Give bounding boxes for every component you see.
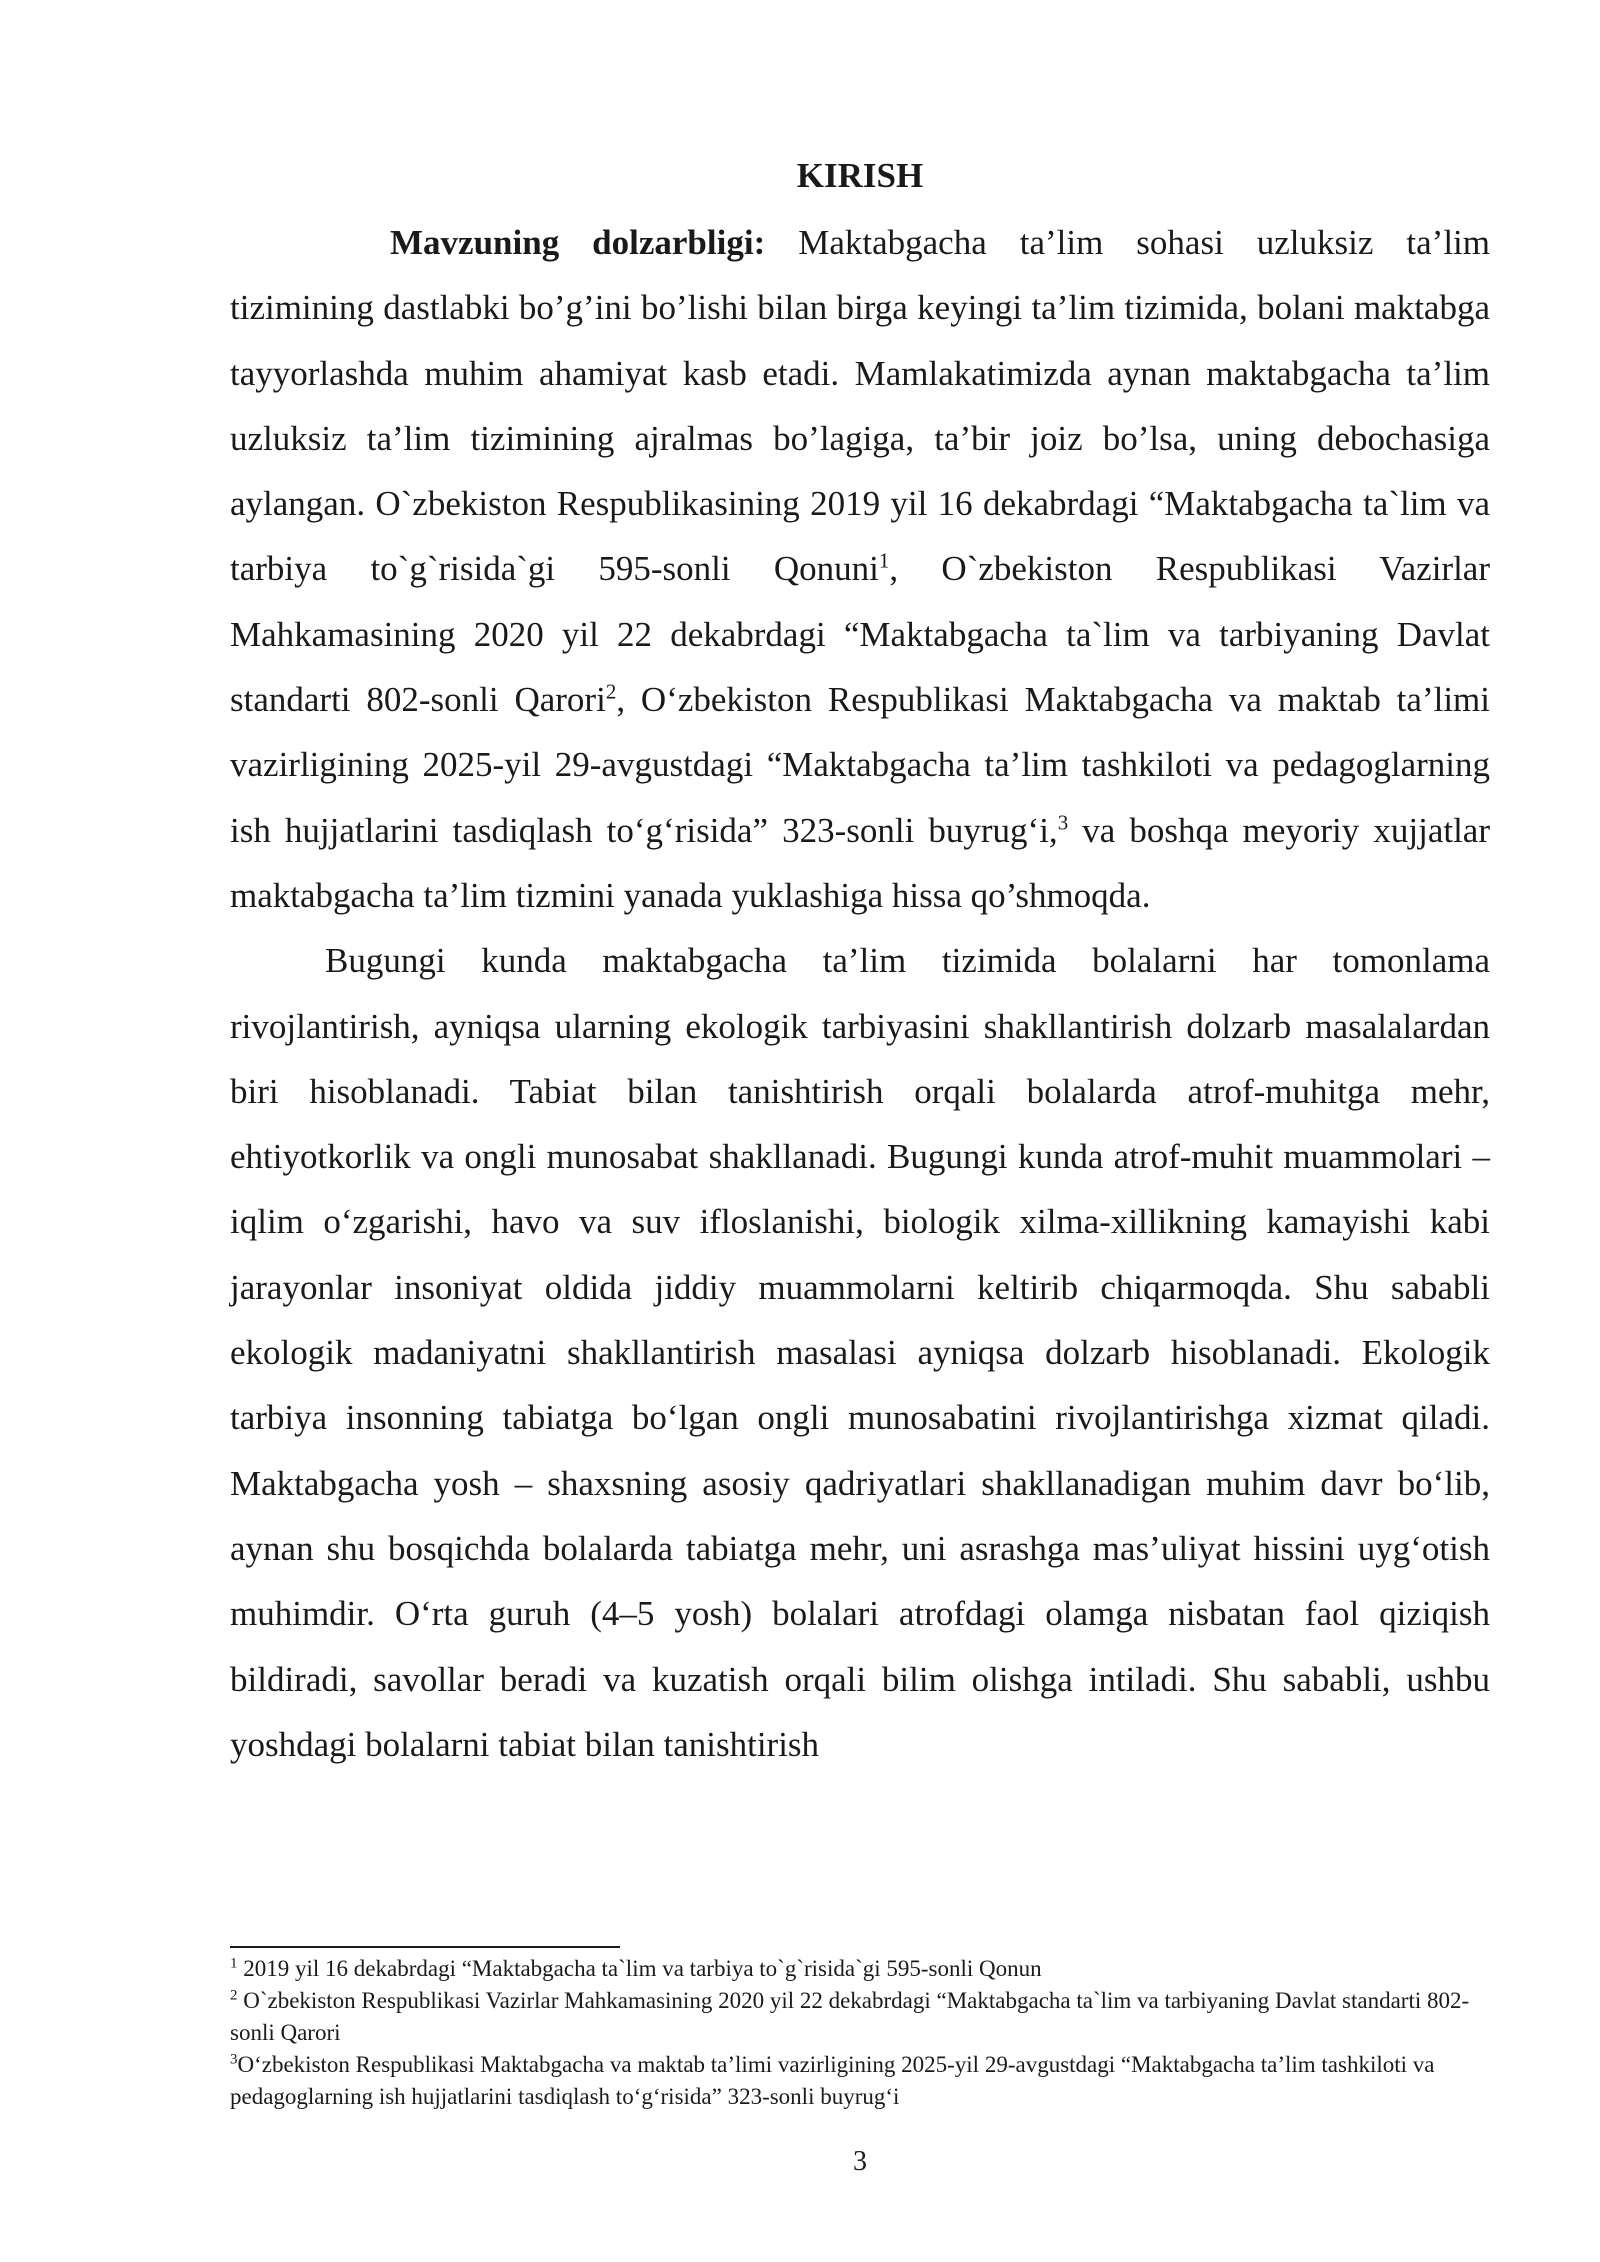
footnote-ref-3: 3 (1057, 810, 1069, 835)
page-title: KIRISH (796, 156, 924, 195)
paragraph-text-d: va boshqa meyoriy xujjatlar maktabgacha ta’lim tizmini yanada yuklashiga hissa qo’shmoqda. (230, 810, 1490, 915)
paragraph-text-b: , O`zbekiston Respublikasi Vazirlar Mahkamasining 2020 yil 22 dekabrdagi “Maktabgacha ta`lim va tarbiyaning Davlat standarti 802-sonli Qarori (230, 549, 1490, 720)
footnote-ref-2: 2 (605, 679, 617, 704)
footnote-3 (230, 2049, 1490, 2113)
footnote-text-2: O`zbekiston Respublikasi Vazirlar Mahkamasining 2020 yil 22 dekabrdagi “Maktabgacha ta`lim va tarbiyaning Davlat standarti 802-sonli Qarori (230, 1988, 1470, 2045)
footnote-mark-1: 1 (230, 1955, 238, 1972)
footnote-mark-2: 2 (230, 1987, 238, 2004)
paragraph-ecology: Bugungi kunda maktabgacha ta’lim tizimida bolalarni har tomonlama rivojlantirish, ayniqsa ularning ekologik tarbiyasini shakllantirish dolzarb masalalardan biri hisoblanadi. Tabiat bilan tanishtirish orqali bolalarda atrof-muhitga mehr, ehtiyotkorlik va ongli munosabat shakllanadi. Bugungi kunda atrof-muhit muammolari – iqlim o‘zgarishi, havo va suv ifloslanishi, biologik xilma-xillikning kamayishi kabi jarayonlar insoniyat oldida jiddiy muammolarni keltirib chiqarmoqda. Shu sababli ekologik madaniyatni shakllantirish masalasi ayniqsa dolzarb hisoblanadi. Ekologik tarbiya insonning tabiatga bo‘lgan ongli munosabatini rivojlantirishga xizmat qiladi. Maktabgacha yosh – shaxsning asosiy qadriyatlari shakllanadigan muhim davr bo‘lib, aynan shu bosqichda bolalarda tabiatga mehr, uni asrashga mas’uliyat hissini uyg‘otish muhimdir. O‘rta guruh (4–5 yosh) bolalari atrofdagi olamga nisbatan faol qiziqish bildiradi, savollar beradi va kuzatish orqali bilim olishga intiladi. Shu sababli, ushbu yoshdagi bolalarni tabiat bilan tanishtirish (230, 941, 1490, 1764)
paragraph-text-c: , O‘zbekiston Respublikasi Maktabgacha va maktab ta’limi vazirligining 2025-yil 29-avgustdagi “Maktabgacha ta’lim tashkiloti va pedagoglarning ish hujjatlarini tasdiqlash to‘g‘risida” 323-sonli buyrug‘i, (230, 680, 1490, 850)
footnotes (230, 1953, 1490, 2113)
footnote-1 (230, 1953, 1490, 1985)
footnote-mark-3: 3 (230, 2051, 238, 2068)
paragraph-relevance (230, 210, 1490, 928)
footnote-2 (230, 1985, 1490, 2049)
body-text (230, 210, 1490, 1777)
footnote-text-3: O‘zbekiston Respublikasi Maktabgacha va maktab ta’limi vazirligining 2025-yil 29-avgustdagi “Maktabgacha ta’lim tashkiloti va pedagoglarning ish hujjatlarini tasdiqlash to‘g‘risida” 323-sonli buyrug‘i (230, 2052, 1435, 2109)
page-number: 3 (853, 2146, 867, 2177)
footnote-divider (230, 1946, 620, 1948)
footnote-ref-1: 1 (878, 548, 890, 573)
footnote-text-1: 2019 yil 16 dekabrdagi “Maktabgacha ta`lim va tarbiya to`g`risida`gi 595-sonli Qonun (237, 1956, 1042, 1981)
paragraph-text-a: Maktabgacha ta’lim sohasi uzluksiz ta’lim tizimining dastlabki bo’g’ini bo’lishi bilan birga keyingi ta’lim tizimida, bolani maktabga tayyorlashda muhim ahamiyat kasb etadi. Mamlakatimizda aynan maktabgacha ta’lim uzluksiz ta’lim tizimining ajralmas bo’lagiga, ta’bir joiz bo’lsa, uning debochasiga aylangan. O`zbekiston Respublikasining 2019 yil 16 dekabrdagi “Maktabgacha ta`lim va tarbiya to`g`risida`gi 595-sonli Qonuni (230, 223, 1490, 589)
paragraph-lead: Mavzuning dolzarbligi: (390, 223, 766, 262)
